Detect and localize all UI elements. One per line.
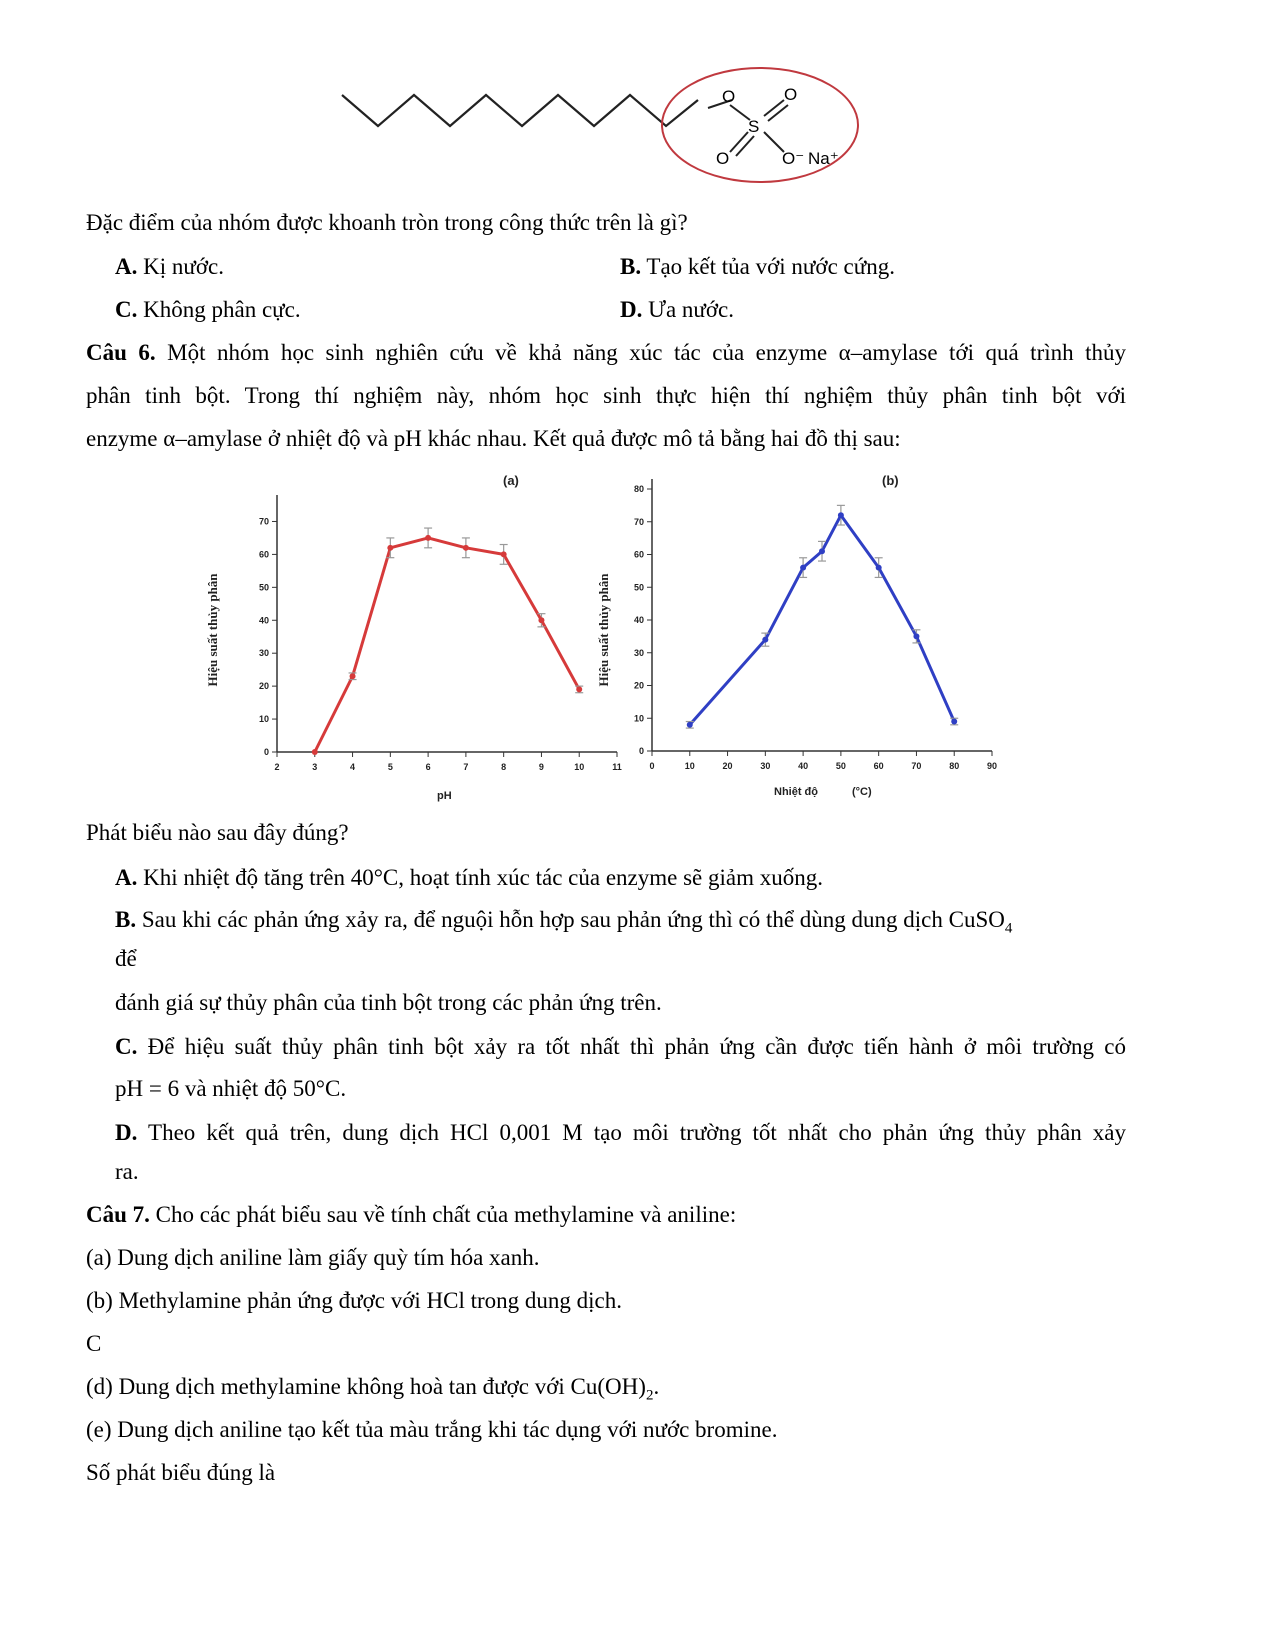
chart-a-x-tick-label: 7 xyxy=(463,762,469,772)
chart-b-ylabel: Hiệu suất thủy phân xyxy=(596,573,611,687)
chart-b-y-tick-label: 40 xyxy=(633,615,644,625)
q5-option-c[interactable] xyxy=(115,297,301,323)
q6-line-3: enzyme α–amylase ở nhiệt độ và pH khác nhau. Kết quả được mô tả bằng hai đồ thị sau: xyxy=(86,426,901,451)
chart-a-x-tick-label: 5 xyxy=(387,762,393,772)
chart-b-panel-label: (b) xyxy=(882,473,899,488)
chart-b-x-tick-label: 30 xyxy=(760,761,771,771)
chart-b-temperature xyxy=(590,465,1030,810)
chart-a-xlabel: pH xyxy=(437,790,452,802)
chart-b-y-tick-label: 80 xyxy=(633,484,644,494)
chart-a-y-tick-label: 50 xyxy=(258,582,269,593)
chart-b-y-tick-label: 70 xyxy=(633,516,644,527)
chart-b-y-tick-label: 30 xyxy=(633,647,644,658)
chart-b-xlabel: Nhiệt độ xyxy=(774,786,818,798)
chart-a-y-tick-label: 40 xyxy=(258,615,269,626)
chart-b-data-point xyxy=(800,565,806,571)
q7-final: Số phát biểu đúng là xyxy=(86,1460,276,1485)
q6-option-b-line-3: đánh giá sự thủy phân của tinh bột trong các phản ứng trên. xyxy=(115,990,662,1015)
option-key: D. xyxy=(115,1120,138,1145)
chart-b-data-point xyxy=(762,637,768,643)
chart-b-data-point xyxy=(838,512,844,518)
sulfonate-structure xyxy=(330,60,870,195)
chart-b-x-tick-label: 10 xyxy=(684,761,695,771)
chart-b-x-tick-label: 0 xyxy=(649,761,655,771)
chart-a-x-tick-label: 3 xyxy=(312,762,318,772)
chart-a-x-tick-label: 8 xyxy=(501,762,507,772)
chart-b-y-tick-label: 50 xyxy=(633,582,644,593)
atom-s: S xyxy=(748,117,760,136)
q5-option-a[interactable] xyxy=(115,254,224,280)
chart-a-y-tick-label: 0 xyxy=(263,747,269,757)
q6-option-c[interactable]: C. Để hiệu suất thủy phân tinh bột xảy ra tốt nhất thì phản ứng cần được tiến hành ở môi trường có xyxy=(115,1034,1126,1059)
atom-o-1: O xyxy=(722,87,736,106)
alkyl-chain xyxy=(342,95,698,126)
chart-a-data-point xyxy=(576,686,582,692)
option-key: A. xyxy=(115,865,138,890)
chart-a-y-tick-label: 20 xyxy=(258,681,269,692)
q6-option-c-line-2: pH = 6 và nhiệt độ 50°C. xyxy=(115,1076,347,1101)
option-text: Không phân cực. xyxy=(137,297,301,322)
q7-item-c: C xyxy=(86,1331,102,1356)
chart-a-data-point xyxy=(350,673,356,679)
q6-option-a[interactable]: A. Khi nhiệt độ tăng trên 40°C, hoạt tính xúc tác của enzyme sẽ giảm xuống. xyxy=(115,865,823,890)
atom-o-minus: O⁻ xyxy=(782,149,805,168)
q6-line-2: phân tinh bột. Trong thí nghiệm này, nhóm học sinh thực hiện thí nghiệm thủy phân tinh bột với xyxy=(86,383,1126,408)
chart-b-x-tick-label: 90 xyxy=(986,761,998,771)
q7-item-d: (d) Dung dịch methylamine không hoà tan được với $Cu(OH)_2$. xyxy=(86,1374,660,1404)
chart-a-panel-label: (a) xyxy=(503,473,519,488)
chart-a-data-point xyxy=(425,535,431,541)
chart-b-data-point xyxy=(687,722,693,728)
chart-a-x-tick-label: 2 xyxy=(274,762,280,772)
q6-option-d-line-2: ra. xyxy=(115,1159,139,1184)
q7-item-b: (b) Methylamine phản ứng được với HCl trong dung dịch. xyxy=(86,1288,623,1313)
chart-a-data-point xyxy=(387,545,393,551)
atom-o-2: O xyxy=(784,85,798,104)
chart-a-data-point xyxy=(538,617,544,623)
chart-a-y-tick-label: 60 xyxy=(258,549,269,560)
chart-a-data-point xyxy=(312,749,318,755)
chart-a-x-tick-label: 10 xyxy=(574,762,585,772)
option-key: B. xyxy=(620,254,642,279)
q6-line-1: Câu 6. Một nhóm học sinh nghiên cứu về khả năng xúc tác của enzyme α–amylase tới quá trình thủy xyxy=(86,340,1127,365)
chart-b-data-point xyxy=(913,633,919,639)
chart-b-x-tick-label: 50 xyxy=(835,761,846,771)
q6-option-b-line-2: để xyxy=(115,946,137,971)
chart-b-y-tick-label: 0 xyxy=(638,746,644,756)
atom-o-3: O xyxy=(716,149,730,168)
q7-label: Câu 7. xyxy=(86,1202,150,1227)
chart-a-y-tick-label: 10 xyxy=(258,714,269,725)
chart-a-ph xyxy=(195,465,635,810)
option-key: D. xyxy=(620,297,643,322)
chart-a-data-point xyxy=(501,551,507,557)
chart-b-y-tick-label: 60 xyxy=(633,549,644,560)
chart-a-series-line xyxy=(315,538,579,752)
option-text: Tạo kết tủa với nước cứng. xyxy=(641,254,895,279)
chart-a-data-point xyxy=(463,545,469,551)
chart-b-x-tick-label: 70 xyxy=(911,761,922,771)
q7-item-a: (a) Dung dịch aniline làm giấy quỳ tím hóa xanh. xyxy=(86,1245,540,1270)
q7-stem: Câu 7. Cho các phát biểu sau về tính chất của methylamine và aniline: xyxy=(86,1202,737,1227)
chart-b-y-tick-label: 20 xyxy=(633,680,644,691)
q5-stem: Đặc điểm của nhóm được khoanh tròn trong công thức trên là gì? xyxy=(86,210,688,235)
chart-b-data-point xyxy=(876,565,882,571)
subscript: 4 xyxy=(1004,920,1013,937)
chart-b-x-tick-label: 20 xyxy=(722,761,733,771)
q6-question: Phát biểu nào sau đây đúng? xyxy=(86,820,349,845)
option-key: A. xyxy=(115,254,138,279)
q6-option-b[interactable]: B. Sau khi các phản ứng xảy ra, để nguội hỗn hợp sau phản ứng thì có thể dùng dung dịch CuSO$_4$ xyxy=(115,907,1013,937)
q6-label: Câu 6. xyxy=(86,340,156,365)
option-text: Kị nước. xyxy=(137,254,224,279)
q5-option-b[interactable] xyxy=(620,254,895,280)
chart-a-x-tick-label: 4 xyxy=(350,762,356,772)
chart-b-x-tick-label: 40 xyxy=(798,761,809,771)
subscript: 2 xyxy=(645,1387,654,1404)
chart-b-x-tick-label: 60 xyxy=(873,761,884,771)
chart-a-y-tick-label: 70 xyxy=(258,516,269,527)
chart-a-y-tick-label: 30 xyxy=(258,648,269,659)
chart-a-x-tick-label: 11 xyxy=(612,762,622,772)
option-key: B. xyxy=(115,907,137,932)
option-key: C. xyxy=(115,1034,138,1059)
chart-b-y-tick-label: 10 xyxy=(633,713,644,724)
option-key: C. xyxy=(115,297,138,322)
q5-option-d[interactable] xyxy=(620,297,734,323)
chart-a-x-tick-label: 6 xyxy=(425,762,431,772)
chart-b-data-point xyxy=(951,719,957,725)
chart-b-data-point xyxy=(819,548,825,554)
chart-b-x-tick-label: 80 xyxy=(949,761,960,771)
option-text: Ưa nước. xyxy=(642,297,735,322)
atom-na-plus: Na⁺ xyxy=(808,149,839,168)
q7-item-e: (e) Dung dịch aniline tạo kết tủa màu trắng khi tác dụng với nước bromine. xyxy=(86,1417,778,1442)
chart-a-ylabel: Hiệu suất thủy phân xyxy=(205,573,220,687)
chart-b-xunit: (°C) xyxy=(852,786,872,798)
q6-option-d[interactable]: D. Theo kết quả trên, dung dịch HCl 0,001 M tạo môi trường tốt nhất cho phản ứng thủy phân xảy xyxy=(115,1120,1126,1145)
chart-a-x-tick-label: 9 xyxy=(538,762,544,772)
